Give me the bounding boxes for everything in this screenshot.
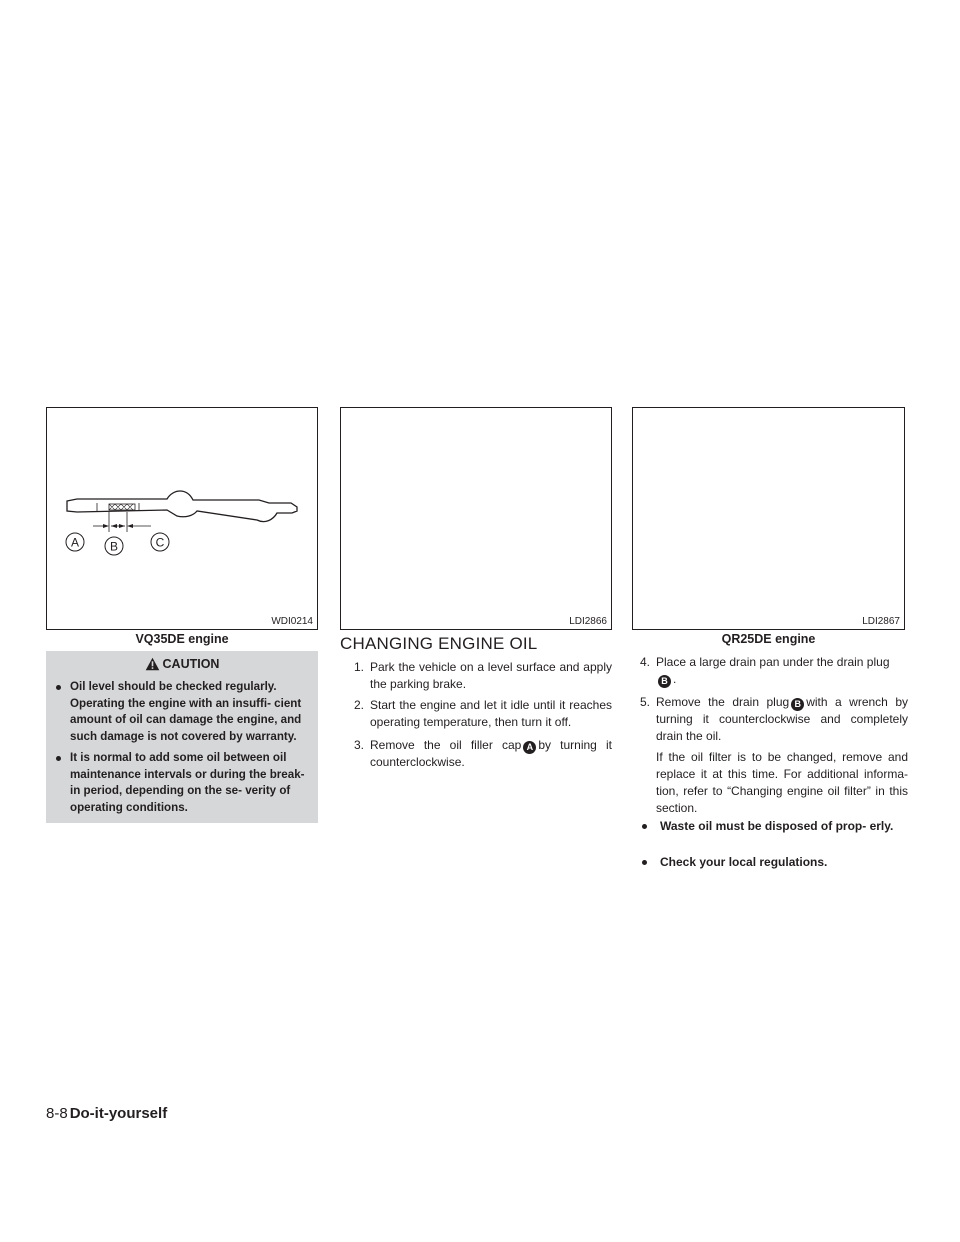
figure-id-right: LDI2867 [862, 616, 900, 627]
step-text [354, 737, 612, 771]
step-number: 5. [640, 695, 651, 709]
caution-item-text: Oil level should be checked regularly. Operating the engine with an insuffi- cient amount of oil can damage the engine, and such damage is not covered by warranty. [70, 680, 302, 743]
label-b: B [109, 539, 119, 554]
drain-plug-figure [632, 407, 905, 630]
step-text: Park the vehicle on a level surface and apply the parking brake. [370, 660, 612, 691]
step-5-note [656, 749, 908, 817]
step-2 [354, 697, 612, 731]
step-1 [354, 659, 612, 693]
step-text-pre: Remove the oil filler cap [370, 738, 522, 752]
step-number: 4. [640, 655, 651, 669]
warning-triangle-icon [145, 657, 160, 671]
marker-b-icon: B [791, 698, 804, 711]
label-a: A [70, 535, 80, 550]
figure-caption-left: VQ35DE engine [135, 632, 229, 646]
bullet-icon [56, 756, 61, 761]
caution-item [56, 679, 314, 745]
dipstick-figure [46, 407, 318, 630]
label-c: C [155, 535, 165, 550]
figure-id-left: WDI0214 [271, 616, 313, 627]
step-text-pre: Place a large drain pan under the drain plug [656, 655, 890, 669]
caution-item [56, 750, 314, 816]
dipstick-illustration [47, 408, 317, 629]
step-text: Start the engine and let it idle until it reaches operating temperature, then turn it off. [370, 698, 612, 729]
step-5 [640, 694, 908, 745]
step-text-post: with a wrench by turning it counterclockwise and completely drain the oil. [656, 695, 908, 743]
note-text: If the oil filter is to be changed, remove and replace it at this time. For additional informa- tion, refer to “Changing engine oil filter” in this section. [656, 750, 908, 815]
marker-b-icon: B [658, 675, 671, 688]
page-number: 8-8 [46, 1105, 68, 1122]
bullet-icon [642, 824, 647, 829]
warning-item [640, 818, 908, 835]
oil-filler-figure [340, 407, 612, 630]
warning-text: Check your local regulations. [660, 855, 828, 869]
warning-item [640, 854, 908, 871]
step-text-post: . [673, 672, 677, 686]
figure-id-middle: LDI2866 [569, 616, 607, 627]
step-text [640, 694, 908, 745]
caution-box [46, 651, 318, 823]
footer-section: Do-it-yourself [69, 1105, 168, 1122]
caution-title-text: CAUTION [162, 657, 220, 671]
bullet-icon [56, 685, 61, 690]
caution-title [46, 657, 318, 671]
caution-item-text: It is normal to add some oil between oil maintenance intervals or during the break-in period, depending on the se- verity of operating conditions. [70, 751, 305, 814]
step-number: 1. [354, 660, 365, 674]
step-text-post: by turning it counterclockwise. [370, 738, 612, 769]
step-text-pre: Remove the drain plug [656, 695, 790, 709]
step-number: 3. [354, 738, 365, 752]
figure-caption-right: QR25DE engine [721, 632, 816, 646]
marker-a-icon: A [523, 741, 536, 754]
step-4 [640, 654, 908, 688]
step-text [640, 654, 908, 688]
step-number: 2. [354, 698, 365, 712]
step-3 [354, 737, 612, 771]
bullet-icon [642, 860, 647, 865]
page-footer [46, 1105, 167, 1122]
section-heading: CHANGING ENGINE OIL [340, 634, 538, 653]
warning-text: Waste oil must be disposed of prop- erly. [660, 819, 894, 833]
